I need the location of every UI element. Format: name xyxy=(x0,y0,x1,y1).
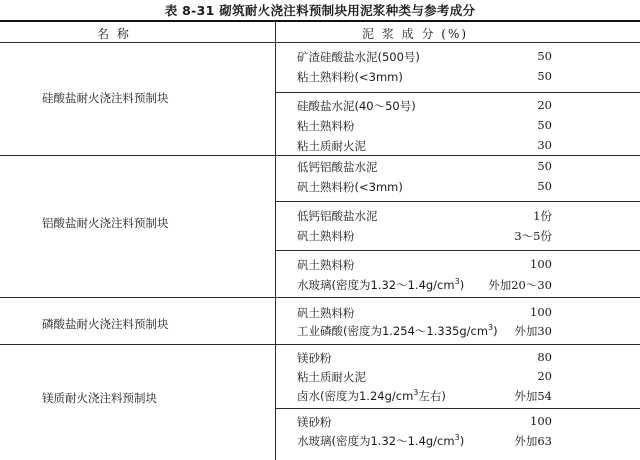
component-value: 外加63 xyxy=(514,434,552,448)
component-value: 50 xyxy=(537,69,552,83)
group-divider xyxy=(0,155,640,156)
component-value: 50 xyxy=(537,118,552,132)
component-name: 粘土熟料粉 xyxy=(297,119,355,133)
table-row xyxy=(297,228,552,246)
component-name: 粘土质耐火泥 xyxy=(297,139,366,153)
component-name: 矾土熟料粉(<3mm) xyxy=(297,180,403,194)
component-name: 粘土质耐火泥 xyxy=(297,370,366,384)
table-top-rule xyxy=(0,20,640,22)
component-name xyxy=(297,277,464,293)
unit-superscript: 3 xyxy=(488,323,494,333)
component-value: 外加54 xyxy=(514,389,552,403)
table-row xyxy=(297,369,552,387)
group-name-aluminate: 铝酸盐耐火浇注料预制块 xyxy=(42,216,169,230)
unit-superscript: 3 xyxy=(413,388,419,398)
component-name-text: 卤水(密度为1.24g/cm xyxy=(297,389,414,403)
table-row xyxy=(297,277,552,295)
header-composition: 泥 浆 成 分 (%) xyxy=(362,27,469,41)
component-value: 100 xyxy=(530,305,552,319)
component-value: 外加20～30 xyxy=(488,278,552,292)
component-value: 50 xyxy=(537,159,552,173)
column-divider xyxy=(275,21,276,460)
component-name-text: 工业磷酸(密度为1.254～1.335g/cm xyxy=(297,324,489,338)
table-row xyxy=(297,118,552,136)
block-divider xyxy=(276,92,640,93)
component-name: 镁砂粉 xyxy=(297,415,332,429)
header-rule xyxy=(0,42,640,43)
component-name: 矾土熟料粉 xyxy=(297,306,355,320)
table-row xyxy=(297,323,552,341)
table-row xyxy=(297,305,552,323)
table-row xyxy=(297,138,552,156)
component-value: 1份 xyxy=(533,209,552,223)
table-row xyxy=(297,257,552,275)
component-name xyxy=(297,433,464,449)
component-value: 3～5份 xyxy=(514,229,552,243)
component-name: 矾土熟料粉 xyxy=(297,229,355,243)
component-name-suffix: 左右) xyxy=(418,389,446,403)
table-row xyxy=(297,388,552,406)
component-value: 50 xyxy=(537,49,552,63)
component-value: 80 xyxy=(537,350,552,364)
component-name: 低钙铝酸盐水泥 xyxy=(297,160,378,174)
table-row xyxy=(297,69,552,87)
component-name: 镁砂粉 xyxy=(297,351,332,365)
component-value: 100 xyxy=(530,414,552,428)
component-name: 低钙铝酸盐水泥 xyxy=(297,209,378,223)
component-name-suffix: ) xyxy=(459,434,465,448)
table-row xyxy=(297,433,552,451)
table-row xyxy=(297,159,552,177)
table-row xyxy=(297,179,552,197)
block-divider xyxy=(276,250,640,251)
group-name-phosphate: 磷酸盐耐火浇注料预制块 xyxy=(42,317,169,331)
table-row xyxy=(297,208,552,226)
component-value: 50 xyxy=(537,179,552,193)
component-value: 100 xyxy=(530,257,552,271)
component-name xyxy=(297,323,498,339)
group-name-silicate: 硅酸盐耐火浇注料预制块 xyxy=(42,91,169,105)
component-name-suffix: ) xyxy=(493,324,498,338)
component-name: 矾土熟料粉 xyxy=(297,258,355,272)
component-name: 矿渣硅酸盐水泥(500号) xyxy=(297,50,420,64)
block-divider xyxy=(276,201,640,202)
component-name-suffix: ) xyxy=(459,278,465,292)
group-divider xyxy=(0,344,640,345)
component-name xyxy=(297,388,446,404)
table-title: 表 8-31 砌筑耐火浇注料预制块用泥浆种类与参考成分 xyxy=(164,3,476,18)
component-name-text: 水玻璃(密度为1.32～1.4g/cm xyxy=(297,278,455,292)
table-row xyxy=(297,98,552,116)
table-row xyxy=(297,414,552,432)
component-name: 硅酸盐水泥(40～50号) xyxy=(297,99,416,113)
unit-superscript: 3 xyxy=(454,433,460,443)
block-divider xyxy=(276,408,640,409)
component-value: 30 xyxy=(537,138,552,152)
group-name-magnesia: 镁质耐火浇注料预制块 xyxy=(42,391,157,405)
component-name-text: 水玻璃(密度为1.32～1.4g/cm xyxy=(297,434,455,448)
component-value: 20 xyxy=(537,369,552,383)
component-value: 20 xyxy=(537,98,552,112)
component-value: 外加30 xyxy=(514,324,552,338)
table-row xyxy=(297,350,552,368)
component-name: 粘土熟料粉(<3mm) xyxy=(297,70,403,84)
header-name: 名 称 xyxy=(97,27,131,41)
unit-superscript: 3 xyxy=(454,277,460,287)
table-row xyxy=(297,49,552,67)
group-divider xyxy=(0,297,640,298)
